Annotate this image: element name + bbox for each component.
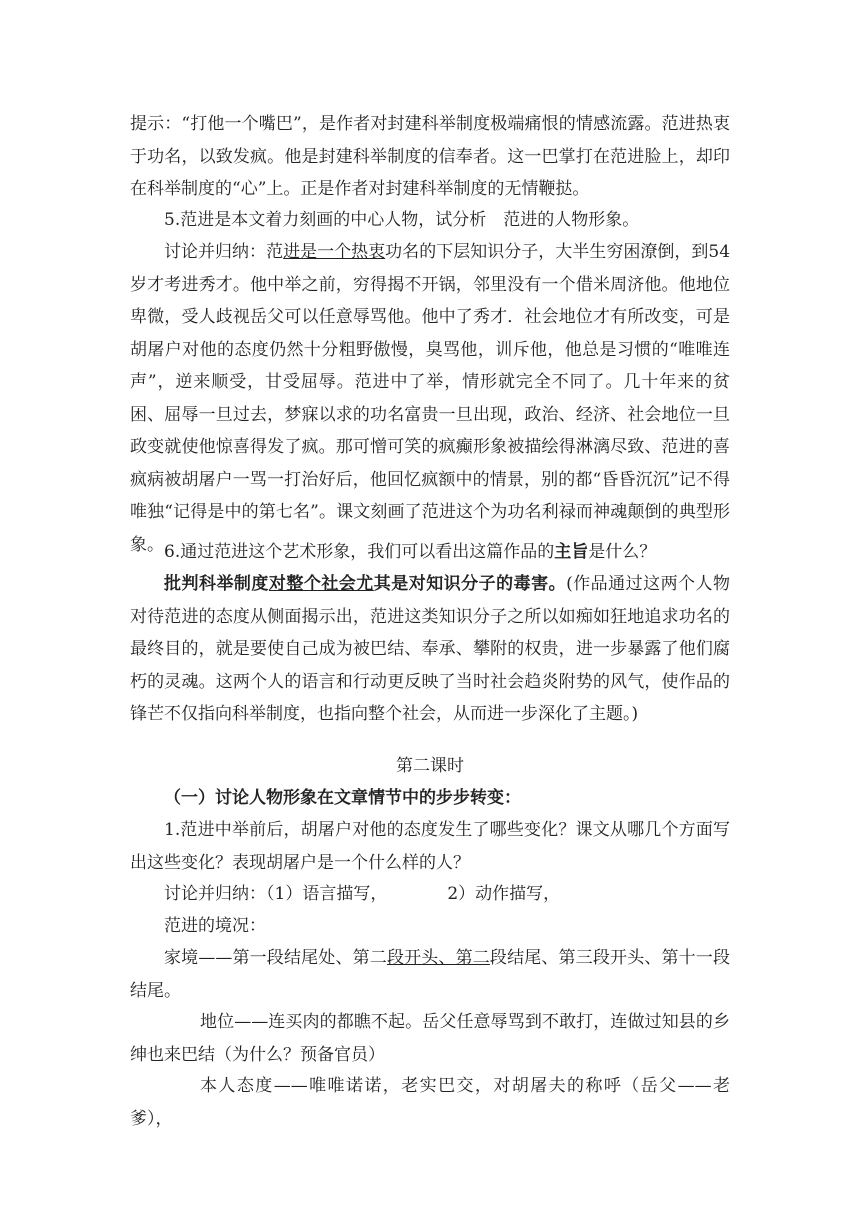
subsection-heading: （一）讨论人物形象在文章情节中的步步转变： [164, 788, 521, 808]
question-6: 6.通过范进这个艺术形象，我们可以看出这篇作品的主旨是什么？ [164, 542, 657, 562]
q6-answer: 批判科举制度对整个社会尤其是对知识分子的毒害。(作品通过这两个人物对待范进的态度从侧面揭示出，范进这类知识分子之所以如痴如狂地追求功名的最终目的，就是要使自己成为被巴结、奉承、攀附的权贵，进一步暴露了他们腐朽的灵魂。这两个人的语言和行动更反映了当时社会趋炎附势的风气，使作品的锋芒不仅指向科举制度，也指向整个社会，从而进一步深化了主题。) [130, 574, 731, 724]
lesson2-question-1: 1.范进中举前后，胡屠户对他的态度发生了哪些变化？课文从哪几个方面写出这些变化？表现胡屠户是一个什么样的人？ [130, 820, 730, 873]
q5-answer: 讨论并归纳：范进是一个热衷功名的下层知识分子，大半生穷困潦倒，到54岁才考进秀才。他中举之前，穷得揭不开锅，邻里没有一个借米周济他。他地位卑微，受人歧视岳父可以任意辱骂他。他中了秀才．社会地位才有所改变，可是胡屠户对他的态度仍然十分粗野傲慢，臭骂他，训斥他，他总是习惯的“唯唯连声”，逆来顺受，甘受屈辱。范进中了举，情形就完全不同了。几十年来的贫困、屈辱一旦过去，梦寐以求的功名富贵一旦出现，政治、经济、社会地位一旦政变就使他惊喜得发了疯。那可憎可笑的疯癫形象被描绘得淋漓尽致、范进的喜疯病被胡屠户一骂一打治好后，他回忆疯额中的情景，别的都“昏昏沉沉”记不得唯独“记得是中的第七名”。课文刻画了范进这个为功名利禄而神魂颠倒的典型形象。 [130, 242, 731, 555]
section-heading: 第二课时 [396, 756, 464, 776]
hint-paragraph [130, 108, 730, 206]
family-situation: 家境——第一段结尾处、第二段开头、第二段结尾、第三段开头、第十一段结尾。 [130, 948, 731, 1001]
attitude-situation: 本人态度——唯唯诺诺，老实巴交，对胡屠夫的称呼（岳父——老爹）， [130, 1076, 730, 1129]
situation-label: 范进的境况： [164, 916, 266, 936]
discussion-line: 讨论并归纳：（1）语言描写， 2）动作描写， [164, 884, 561, 904]
hint-text: 提示：“打他一个嘴巴”，是作者对封建科举制度极端痛恨的情感流露。范进热衷于功名，以致发疯。他是封建科举制度的信奉者。这一巴掌打在范进脸上，却印在科举制度的“心”上。正是作者对封建科举制度的无情鞭挞。 [130, 114, 730, 199]
status-situation: 地位——连买肉的都瞧不起。岳父任意辱骂到不敢打，连做过知县的乡绅也来巴结（为什么？预备官员） [130, 1012, 730, 1065]
question-5: 5.范进是本文着力刻画的中心人物，试分析 范进的人物形象。 [164, 210, 640, 230]
